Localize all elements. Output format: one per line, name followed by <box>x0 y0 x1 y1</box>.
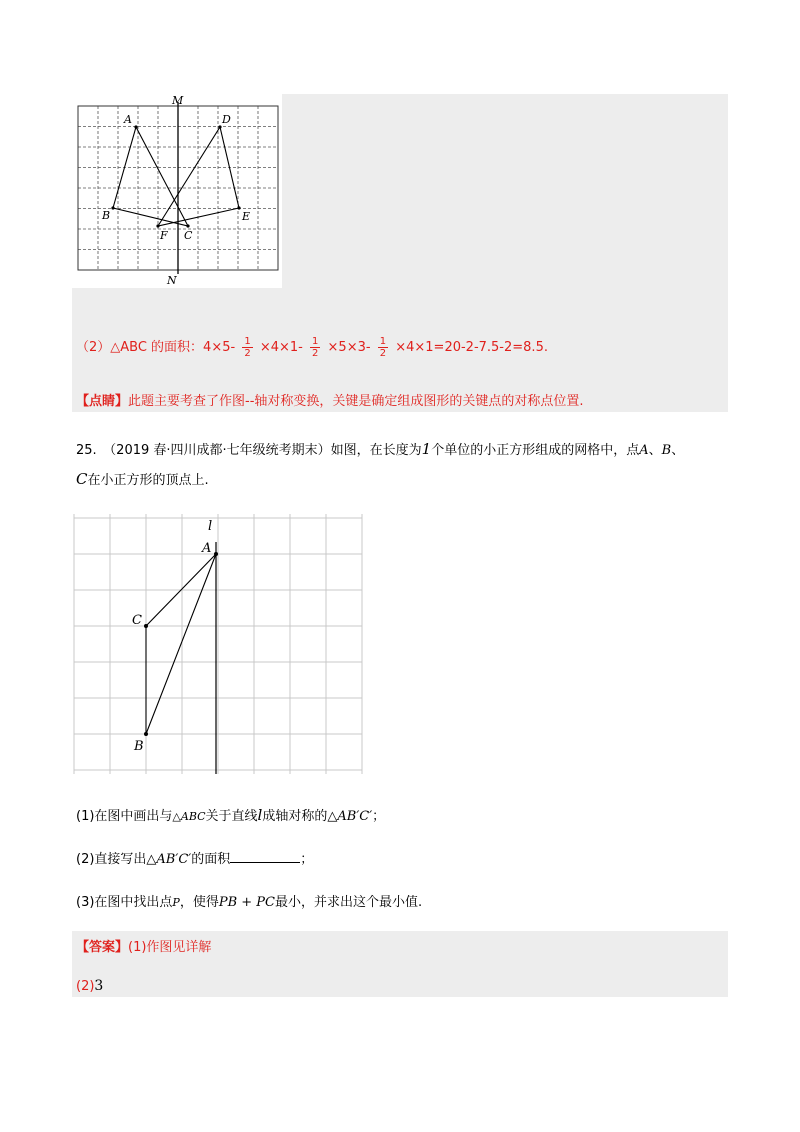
subquestion-1: (1)在图中画出与△ABC关于直线l成轴对称的△AB′C′； <box>76 806 386 824</box>
label-l: l <box>208 519 213 534</box>
subquestion-3: (3)在图中找出点P，使得PB + PC最小，并求出这个最小值. <box>76 895 423 910</box>
label-a2: A <box>202 541 212 556</box>
subquestion-2: (2)直接写出△AB′C′的面积 ； <box>76 852 314 867</box>
question-25-line1: 25. （2019 春·四川成都·七年级统考期末）如图，在长度为1个单位的小正方形组成的网格中，点A、B、 <box>76 440 685 458</box>
label-c2: C <box>132 613 142 628</box>
dianjing-tag: 【点睛】 <box>76 394 129 409</box>
label-b: B <box>102 209 111 222</box>
answer-blank[interactable] <box>230 850 300 863</box>
label-e: E <box>242 210 251 223</box>
label-d: D <box>222 113 231 126</box>
fraction-half-2: $\frac{1}{2}$ <box>312 336 319 359</box>
label-m: M <box>172 94 184 107</box>
figure-grid-1 <box>72 94 286 288</box>
label-b2: B <box>134 739 144 754</box>
dianjing-line <box>76 393 584 411</box>
label-n: N <box>167 274 177 287</box>
dianjing-text: 此题主要考查了作图--轴对称变换，关键是确定组成图形的关键点的对称点位置. <box>128 394 584 409</box>
answer-line-1: 【答案】(1)作图见详解 <box>76 940 212 955</box>
answer-line-2: (2)3 <box>76 978 104 994</box>
area-solution-line: （2）△ABC 的面积：4×5- $\frac{1}{2}$ ×4×1- $\frac{1}{2}$ ×5×3- $\frac{1}{2}$ ×4×1=20-2-7.5-2=8.5. <box>76 336 548 359</box>
figure-grid-2 <box>70 512 366 776</box>
triangle-abc-2 <box>146 554 216 734</box>
label-f: F <box>160 229 168 242</box>
fraction-half-1: $\frac{1}{2}$ <box>244 336 251 359</box>
question-25-line2: C在小正方形的顶点上. <box>76 470 209 488</box>
label-a: A <box>124 113 132 126</box>
label-c: C <box>184 229 193 242</box>
fraction-half-3: $\frac{1}{2}$ <box>379 336 387 359</box>
